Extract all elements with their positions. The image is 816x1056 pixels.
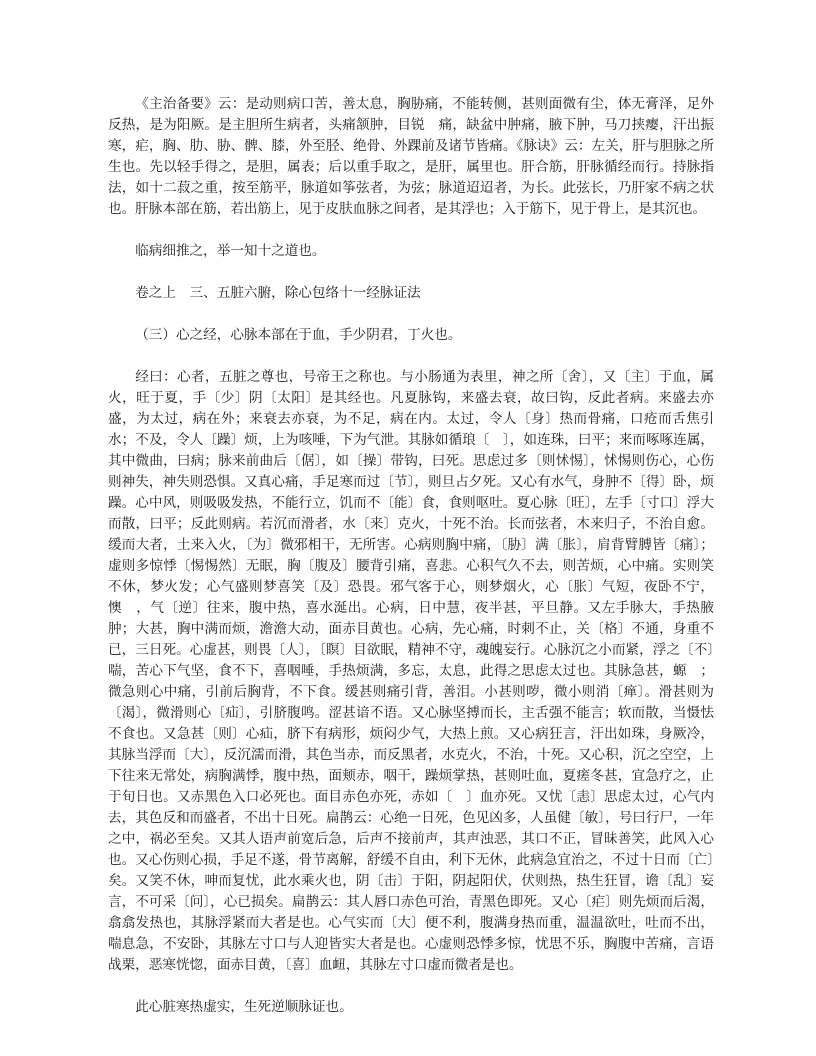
paragraph-spacer xyxy=(108,346,714,367)
subsection-heading: （三）心之经，心脉本部在于血，手少阴君，丁火也。 xyxy=(135,327,462,343)
section-heading: 卷之上 三、五脏六腑，除心包络十一经脉证法 xyxy=(135,285,421,301)
paragraph-spacer xyxy=(108,220,714,241)
paragraph-zhuzhi-beiyao: 《主治备要》云：是动则病口苦，善太息，胸胁痛，不能转侧，甚则面微有尘，体无膏泽，足外反热，是为阳厥。是主胆所生病者，头痛颔肿，目锐 痛，缺盆中肿痛，腋下肿，马刀挟瘿，汗出振寒，疟，胸、肋、胁、髀、膝，外至胫、绝骨、外踝前及诸节皆痛。《脉诀》云：左关，肝与胆脉之所生也。先以轻手得之，是胆，属表；后以重手取之，是肝，属里也。肝合筋，肝脉循经而行。持脉指法，如十二菽之重，按至筋平，脉道如筝弦者，为弦；脉道迢迢者，为长。此弦长，乃肝家不病之状也。肝脉本部在筋，若出筋上，见于皮肤血脉之间者，是其浮也；入于筋下，见于骨上，是其沉也。 xyxy=(108,96,714,217)
paragraph-jingyue: 经曰：心者，五脏之尊也，号帝王之称也。与小肠通为表里，神之所〔舍〕，又〔主〕于血，属火，旺于夏，手〔少〕阴〔太阳〕是其经也。凡夏脉钩，来盛去衰，故曰钩，反此者病。来盛去亦盛，为太过，病在外；来衰去亦衰，为不足，病在内。太过，令人〔身〕热而骨痛，口疮而舌焦引水；不及，令人〔躁〕烦，上为咳唾，下为气泄。其脉如循琅〔 〕，如连珠，曰平；来而啄啄连属，其中微曲，曰病；脉来前曲后〔倨〕，如〔操〕带钩，曰死。思虑过多〔则怵惕〕，怵惕则伤心，心伤则神失，神失则恐惧。又真心痛，手足寒而过〔节〕，则旦占夕死。又心有水气，身肿不〔得〕卧，烦躁。心中风，则吸吸发热，不能行立，饥而不〔能〕食，食则呕吐。夏心脉〔旺〕，左手〔寸口〕浮大而散，曰平；反此则病。若沉而滑者，水〔来〕克火，十死不治。长而弦者，木来归子，不治自愈。缓而大者，土来入火，〔为〕微邪相干，无所害。心病则胸中痛，〔胁〕满〔胀〕，肩背臂膊皆〔痛〕；虚则多惊悸〔惕惕然〕无眠，胸〔腹及〕腰背引痛，喜悲。心积气久不去，则苦烦，心中痛。实则笑不休，梦火发；心气盛则梦喜笑〔及〕恐畏。邪气客于心，则梦烟火，心〔胀〕气短，夜卧不宁，懊 ，气〔逆〕往来，腹中热，喜水涎出。心病，日中慧，夜半甚，平旦静。又左手脉大，手热腋肿；大甚，胸中满而烦，澹澹大动，面赤目黄也。心病，先心痛，时刺不止，关〔格〕不通，身重不已，三日死。心虚甚，则畏〔人〕，〔瞑〕目欲眠，精神不守，魂魄妄行。心脉沉之小而紧，浮之〔不〕喘，苦心下气坚，食不下，喜咽唾，手热烦满，多忘，太息，此得之思虑太过也。其脉急甚，螈 ；微急则心中痛，引前后胸背，不下食。缓甚则痛引背，善泪。小甚则哕，微小则消〔瘅〕。滑甚则为〔渴〕，微滑则心〔疝〕，引脐腹鸣。涩甚谙不语。又心脉坚搏而长，主舌强不能言；软而散，当慑怯不食也。又急甚〔则〕心疝，脐下有病形，烦闷少气，大热上煎。又心病狂言，汗出如珠，身厥冷，其脉当浮而〔大〕，反沉濡而滑，其色当赤，而反黑者，水克火，不治，十死。又心积，沉之空空，上下往来无常处，病胸满悸，腹中热，面颊赤，咽干，躁烦掌热，甚则吐血，夏瘥冬甚，宜急疗之，止于旬日也。又赤黑色入口必死也。面目赤色亦死，赤如〔 〕血亦死。又忧〔恚〕思虑太过，心气内去，其色反和而盛者，不出十日死。扁鹊云：心绝一日死，色见凶多，人虽健〔敏〕，号曰行尸，一年之中，祸必至矣。又其人语声前宽后急，后声不接前声，其声浊恶，其口不正，冒昧善笑，此风入心也。又心伤则心损，手足不遂，骨节离解，舒缓不自由，利下无休，此病急宜治之，不过十日而〔亡〕矣。又笑不休，呻而复忧，此水乘火也，阴〔击〕于阳，阴起阳伏，伏则热，热生狂冒，谵〔乱〕妄言，不可采〔问〕，心已损矣。扁鹊云：其人唇口赤色可治，青黑色即死。又心〔疟〕则先烦而后渴，翕翕发热也，其脉浮紧而大者是也。心气实而〔大〕便不利，腹满身热而重，温温欲吐，吐而不出，喘息急，不安卧，其脉左寸口与人迎皆实大者是也。心虚则恐悸多惊，忧思不乐，胸腹中苦痛，言语战栗，恶寒恍惚，面赤目黄，〔喜〕血衄，其脉左寸口虚而微者是也。 xyxy=(108,369,714,973)
paragraph-spacer xyxy=(108,262,714,283)
paragraph-summary: 此心脏寒热虚实，生死逆顺脉证也。 xyxy=(135,999,353,1015)
paragraph-spacer xyxy=(108,976,714,997)
paragraph-linbing: 临病细推之，举一知十之道也。 xyxy=(135,243,326,259)
document-page xyxy=(108,94,714,1018)
paragraph-spacer xyxy=(108,304,714,325)
